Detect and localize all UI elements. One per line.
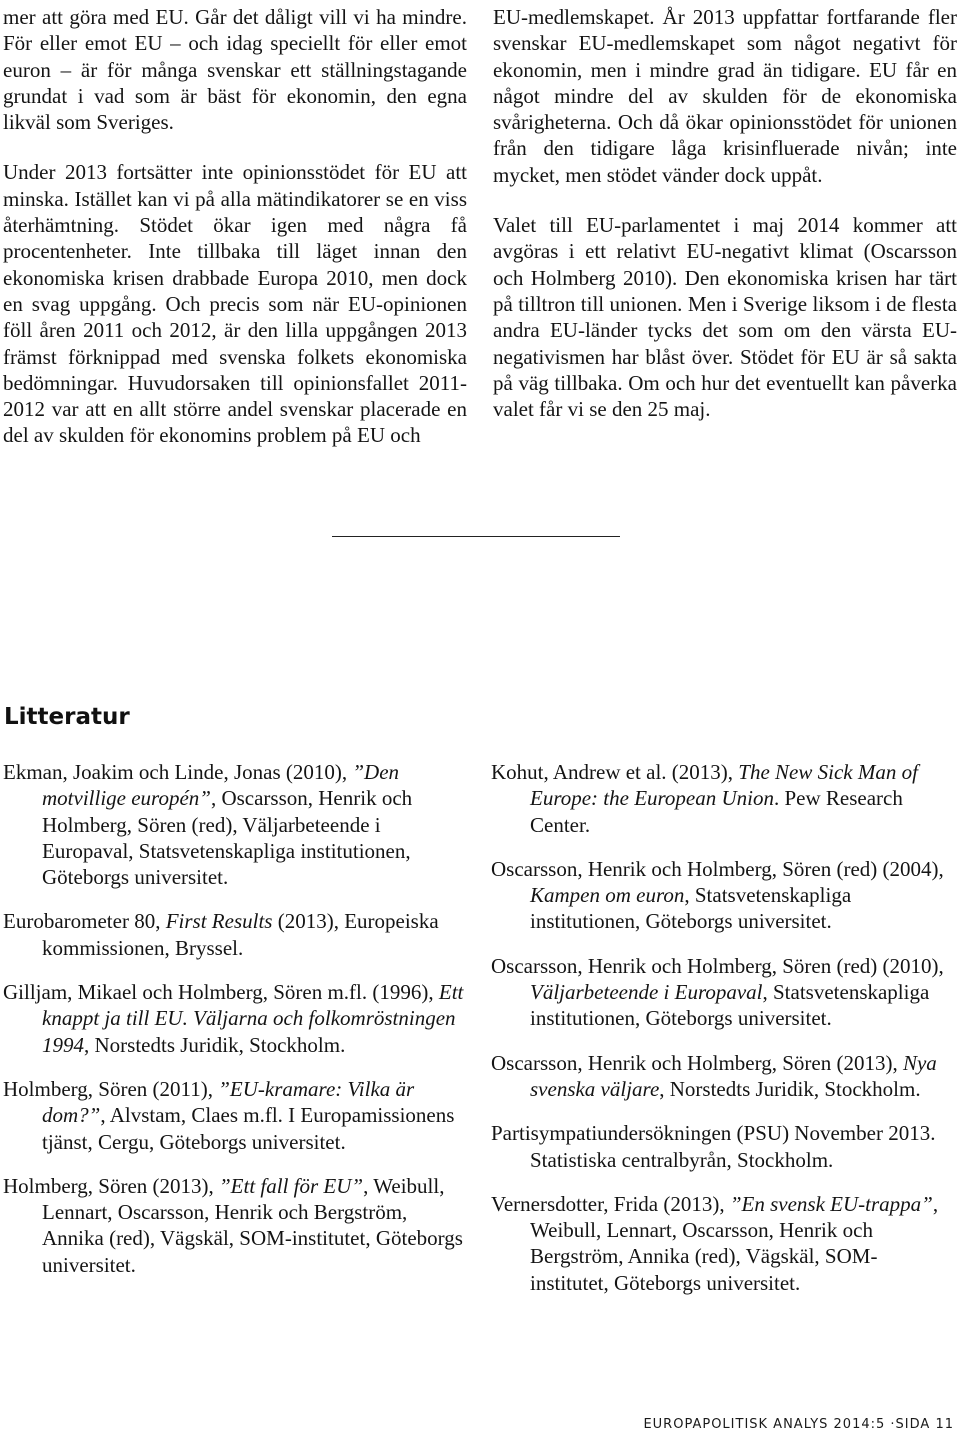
reference-entry <box>491 759 953 838</box>
reference-text: , Alvstam, Claes m.fl. I Europamissionens tjänst, Cergu, Göteborgs universitet. <box>42 1103 455 1154</box>
reference-text: Holmberg, Sören (2013), <box>3 1173 219 1198</box>
reference-title: ”Den motvillige europén” <box>42 760 400 811</box>
reference-text: , Norstedts Juridik, Stockholm. <box>84 1032 346 1057</box>
reference-text: Eurobarometer 80, <box>3 909 166 934</box>
body-paragraph: EU-medlemskapet. År 2013 uppfattar fortfarande fler svenskar EU-medlemskapet som något negativt för ekonomin, men i mindre grad än tidigare. EU får en något mindre del av skulden för de ekonomiska svårigheterna. Och då ökar opinionsstödet för unionen från den tidigare låga krisinfluerade nivån; inte mycket, men stödet vänder dock uppåt. <box>493 5 957 187</box>
page-number: ·SIDA 11 <box>890 1417 954 1432</box>
reference-text: , Statsvetenskapliga institutionen, Göteborgs universitet. <box>530 883 852 934</box>
reference-text: Partisympatiundersökningen (PSU) November 2013. Statistiska centralbyrån, Stockholm. <box>491 1121 936 1172</box>
article-column-left <box>3 4 467 449</box>
reference-entry <box>491 1050 953 1103</box>
reference-title: Ett knappt ja till EU. Väljarna och folkomröstningen 1994 <box>42 980 464 1057</box>
reference-text: Kohut, Andrew et al. (2013), <box>491 760 739 784</box>
reference-text: Holmberg, Sören (2011), <box>3 1076 219 1101</box>
reference-title: ”EU-kramare: Vilka är dom?” <box>42 1076 415 1128</box>
body-paragraph: mer att göra med EU. Går det dåligt vill vi ha mindre. För eller emot EU – och idag speciellt för eller emot euron – är för många svenskar ett ställningstagande grundat i vad som är bäst för ekonomin, den egna likväl som Sveriges. <box>3 5 467 135</box>
reference-entry <box>3 759 465 890</box>
reference-title: Väljarbeteende i Europaval <box>530 980 763 1005</box>
references-column-right <box>491 759 953 1314</box>
reference-text: , Oscarsson, Henrik och Holmberg, Sören (red), Väljarbeteende i Europaval, Statsvetenskapliga institutionen, Göteborgs universitet. <box>42 786 413 890</box>
reference-text: . Pew Research Center. <box>530 786 903 837</box>
section-divider <box>332 536 620 537</box>
article-column-right <box>493 4 957 422</box>
reference-entry <box>491 1120 953 1173</box>
references-heading: Litteratur <box>4 704 130 730</box>
reference-text: Oscarsson, Henrik och Holmberg, Sören (red) (2010), <box>491 953 944 978</box>
body-paragraph: Under 2013 fortsätter inte opinionsstödet för EU att minska. Istället kan vi på alla mätindikatorer se en viss återhämtning. Stödet ökar igen med några få procentenheter. Inte tillbaka till läget innan den ekonomiska krisen drabbade Europa 2010, men dock en svag uppgång. Och precis som när EU-opinionen föll åren 2011 och 2012, är den lilla uppgången 2013 främst förknippad med svenska folkets ekonomiska bedömningar. Huvudorsaken till opinionsfallet 2011-2012 var att en allt större andel svenskar placerade en del av skulden för ekonomins problem på EU och <box>3 160 467 448</box>
reference-text: (2013), Europeiska kommissionen, Bryssel. <box>42 909 439 960</box>
reference-title: The New Sick Man of Europe: the European Union <box>530 760 918 811</box>
reference-entry <box>491 1191 953 1296</box>
reference-text: , Statsvetenskapliga institutionen, Göteborgs universitet. <box>530 980 930 1031</box>
references-column-left <box>3 759 465 1296</box>
reference-entry <box>3 908 465 961</box>
reference-title: ”En svensk EU-trappa” <box>729 1191 933 1216</box>
reference-entry <box>491 856 953 935</box>
reference-entry <box>3 1173 465 1278</box>
reference-text: Gilljam, Mikael och Holmberg, Sören m.fl. (1996), <box>3 980 439 1005</box>
reference-text: Ekman, Joakim och Linde, Jonas (2010), <box>3 760 353 784</box>
reference-text: , Weibull, Lennart, Oscarsson, Henrik och Bergström, Annika (red), Vägskäl, SOM-institutet, Göteborgs universitet. <box>530 1191 939 1295</box>
reference-title: Nya svenska väljare <box>530 1050 937 1101</box>
reference-text: , Weibull, Lennart, Oscarsson, Henrik och Bergström, Annika (red), Vägskäl, SOM-institutet, Göteborgs universitet. <box>42 1173 463 1277</box>
reference-title: First Results <box>165 909 273 934</box>
reference-entry <box>3 1076 465 1155</box>
body-paragraph: Valet till EU-parlamentet i maj 2014 kommer att avgöras i ett relativt EU-negativt klimat (Oscarsson och Holmberg 2010). Den ekonomiska krisen har tärt på tilltron till unionen. Men i Sverige liksom i de flesta andra EU-länder tycks det som om den värsta EU-negativismen har blåst över. Stödet för EU är så sakta på väg tillbaka. Om och hur det eventuellt kan påverka valet får vi se den 25 maj. <box>493 213 957 422</box>
reference-title: Kampen om euron <box>530 883 685 908</box>
reference-text: Oscarsson, Henrik och Holmberg, Sören (red) (2004), <box>491 856 944 881</box>
publication-name: EUROPAPOLITISK ANALYS 2014:5 <box>643 1417 886 1432</box>
page-footer <box>643 1417 954 1433</box>
reference-text: Vernersdotter, Frida (2013), <box>491 1191 730 1216</box>
reference-text: Oscarsson, Henrik och Holmberg, Sören (2013), <box>491 1050 903 1075</box>
reference-title: ”Ett fall för EU” <box>219 1173 364 1198</box>
reference-text: , Norstedts Juridik, Stockholm. <box>659 1076 921 1101</box>
reference-entry <box>491 953 953 1032</box>
reference-entry <box>3 979 465 1058</box>
